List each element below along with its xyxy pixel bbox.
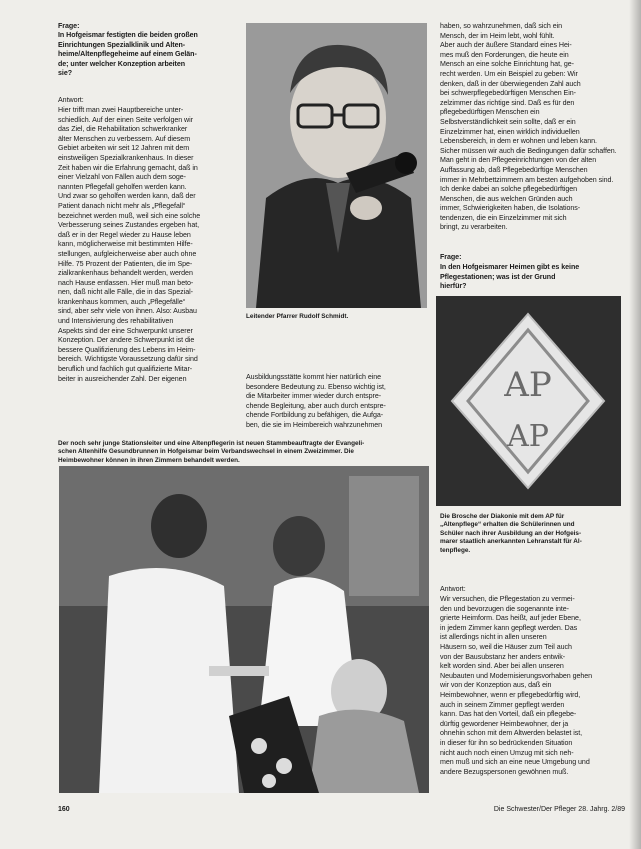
- logo-letters-bottom: AP: [507, 419, 549, 454]
- portrait-photo: [246, 23, 427, 308]
- group-photo-caption: Der noch sehr junge Stationsleiter und eine Altenpflegerin ist neuen Stammbeauftragte der Evangeli- schen Altenhilfe Gesundbrunnen in Hofgeismar beim Verbandswechsel in einem Zweizimmer. Die Heimbewohner können in ihren Zimmern behandelt werden.: [58, 440, 365, 464]
- right-question-text: In den Hofgeismarer Heimen gibt es keine Pflegestationen; was ist der Grund hierfür?: [440, 263, 580, 291]
- ap-brooch-photo: [436, 296, 621, 506]
- right-answer-label: Antwort:: [440, 585, 466, 593]
- ap-brooch-logo: [436, 296, 621, 506]
- question-text: In Hofgeismar festigten die beiden großen Einrichtungen Spezialklinik und Alten- heime/Altenpflegeheime auf einem Gelän- de; unter welcher Konzeption arbeiten sie?: [58, 31, 198, 78]
- right-question-label: Frage:: [440, 253, 462, 261]
- group-photo-scene: [59, 466, 429, 793]
- scan-shadow: [629, 0, 641, 849]
- page-number: 160: [58, 806, 70, 813]
- group-photo: [59, 466, 429, 793]
- logo-letters-top: AP: [504, 365, 552, 405]
- logo-caption: Die Brosche der Diakonie mit dem AP für „Altenpflege“ erhalten die Schülerinnen und Schüler nach ihrer Ausbildung an der Hofgeis- marer staatlich anerkannten Lehranstalt für Al- tenpflege.: [440, 513, 582, 554]
- publication-info: Die Schwester/Der Pfleger 28. Jahrg. 2/89: [493, 806, 625, 813]
- right-column-text: haben, so wahrzunehmen, daß sich ein Mensch, der im Heim lebt, wohl fühlt. Aber auch der äußere Standard eines Hei- mes muß den Forderungen, die heute ein Mensch an eine solche Einrichtung hat, ge- recht werden. Um ein Beispiel zu geben: Wir denken, daß in der überwiegenden Zahl auch bei schwerpflegebedürftigen Menschen Ein- zelzimmer das richtige sind. Daß es für den pflegebedürftigen Menschen ein Selbstverständlichkeit sein sollte, daß er ein Einzelzimmer hat, einen wirklich individuellen Lebensbereich, in dem er wohnen und leben kann. Sicher müssen wir auch die Bedingungen dafür schaffen. Man geht in den Pflegeeinrichtungen von der alten Auffassung ab, daß Pflegebedürftige Menschen immer in Mehrbettzimmern am besten aufgehoben sind. Ich denke dabei an solche pflegebedürftigen Menschen, die aus welchen Gründen auch immer, Schwierigkeiten haben, die Isolations- tendenzen, die ein Einzelzimmer mit sich bringt, zu verarbeiten.: [440, 22, 617, 232]
- answer-text: Hier trifft man zwei Hauptbereiche unter- schiedlich. Auf der einen Seite verfolgen wir das Ziel, die Rehabilitation schwerkranker älter Menschen zu verbessern. Auf diesem Gebiet arbeiten wir seit 12 Jahren mit dem einstweiligen Spezialkrankenhaus. In dieser Zeit haben wir die Erfahrung gemacht, daß in einer Vielzahl von Fällen auch dem soge- nannten Pflegefall geholfen werden kann. Und zwar so geholfen werden kann, daß der Patient danach nicht mehr als „Pflegefall“ bezeichnet werden muß, weil sich eine solche Verbesserung seines Zustandes ergeben hat, daß er in der Regel wieder zu Hause leben kann, möglicherweise mit bestimmten Hilfe- stellungen, aufgleicherweise aber auch ohne Hilfe. 75 Prozent der Patienten, die im Spe- zialkrankenhaus behandelt werden, werden nach Hause entlassen. Hier muß man beto- nen, daß nicht alle Fälle, die in das Spezial- krankenhaus kommen, auch „Pflegefälle“ sind, aber sehr viele von ihnen. Also: Ausbau und Intensivierung des rehabilitativen Aspekts sind der eine Schwerpunkt unserer Konzeption. Der andere Schwerpunkt ist die bessere Qualifizierung des Lebens im Heim- bereich. Wichtigste Voraussetzung dafür sind beruflich und fachlich gut qualifizierte Mitar- beiter in ausreichender Zahl. Der eigenen: [58, 106, 201, 383]
- portrait-caption: Leitender Pfarrer Rudolf Schmidt.: [246, 313, 349, 320]
- question-label: Frage:: [58, 22, 80, 30]
- answer-label: Antwort:: [58, 96, 84, 104]
- portrait-figure: [246, 23, 427, 308]
- middle-column-text: Ausbildungsstätte kommt hier natürlich eine besondere Bedeutung zu. Ebenso wichtig ist, die Mitarbeiter immer wieder durch entspre- chende Begleitung, aber auch durch entspre- chende Fortbildung zu befähigen, die Aufga- ben, die sie im Heimbereich wahrzunehmen: [246, 373, 386, 429]
- right-answer-text: Wir versuchen, die Pflegestation zu vermei- den und bevorzugen die sogenannte inte- grierte Heimform. Das heißt, auf jeder Ebene, in jedem Zimmer kann gepflegt werden. Das ist allerdings nicht in allen unseren Häusern so, weil die Häuser zum Teil auch von der Bausubstanz her anders entwik- kelt worden sind. Aber bei allen unseren Neubauten und Modernisierungsvorhaben gehen wir von der Konzeption aus, daß ein Heimbewohner, wenn er pflegebedürftig wird, auch in seinem Zimmer gepflegt werden kann. Das hat den Vorteil, daß ein pflegebe- dürftig gewordener Heimbewohner, der ja ohnehin schon mit dem Altwerden belastet ist, in dieser für ihn so bedrückenden Situation nicht auch noch einen Umzug mit sich neh- men muß und sich an eine neue Umgebung und andere Bezugspersonen gewöhnen muß.: [440, 595, 593, 776]
